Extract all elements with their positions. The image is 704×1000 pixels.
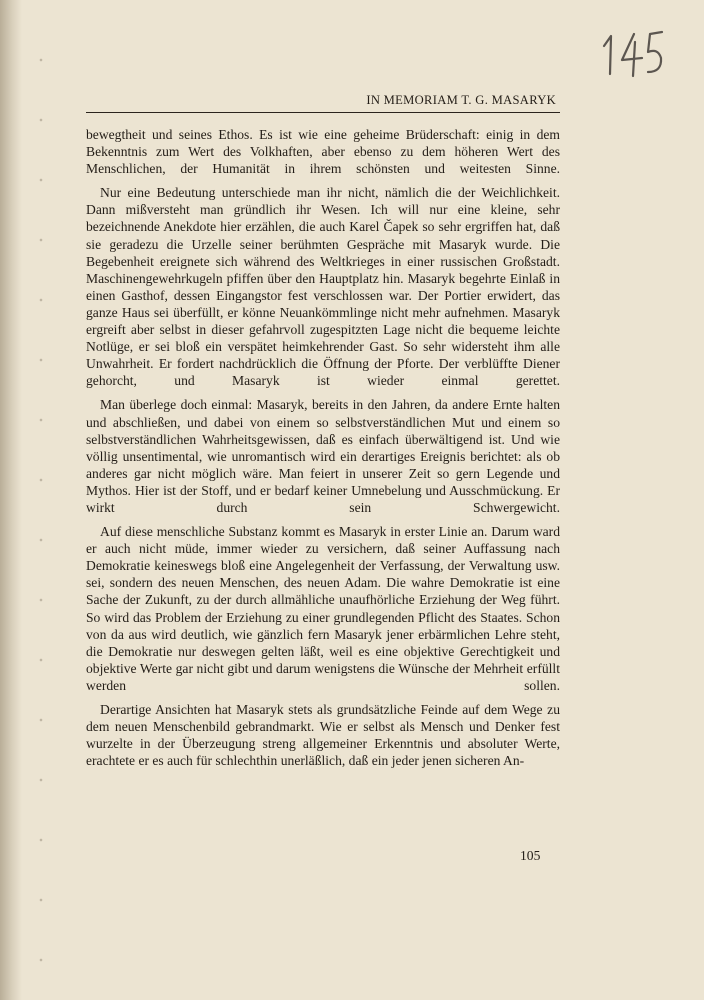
handwritten-page-number — [598, 22, 668, 82]
header-rule — [86, 112, 560, 113]
paragraph-3: Man überlege doch einmal: Masaryk, bereits in den Jahren, da andere Ernte halten und abschließen, und dabei von einem so selbstverständlichen Mut und einem so selbstverständlichen Wahrheitsgewissen, daß es einfach überwältigend ist. Und wie völlig unsentimental, wie unromantisch wird ein derartiges Ereignis berichtet: als ob anderes gar nicht möglich wäre. Man feiert in unserer Zeit so gern Legende und Mythos. Hier ist der Stoff, und er bedarf keiner Umnebelung und Ausschmückung. Er wirkt durch sein Schwergewicht. — [86, 397, 560, 515]
paragraph-2: Nur eine Bedeutung unterschiede man ihr nicht, nämlich die der Weichlichkeit. Dann mißversteht man gründlich ihr Wesen. Ich will nur eine kleine, sehr bezeichnende Anekdote hier erzählen, die auch Karel Čapek so sehr ergriffen hat, daß sie geradezu die Urzelle seiner berühmten Gespräche mit Masaryk wurde. Die Begebenheit ereignete sich während des Weltkrieges in einer russischen Großstadt. Maschinengewehrkugeln pfiffen über den Hauptplatz hin. Masaryk begehrte Einlaß in einen Gasthof, dessen Eingangstor fest verschlossen war. Der Portier erwidert, das ganze Haus sei überfüllt, er könne Neuankömmlinge nicht mehr aufnehmen. Masaryk ergreift aber selbst in dieser gefahrvoll zugespitzten Lage nicht die bequeme leichte Notlüge, er sei bloß ein verspätet heimkehrender Gast. So sehr widersteht ihm alle Unwahrheit. Er fordert nachdrücklich die Öffnung der Pforte. Der verblüffte Diener gehorcht, und Masaryk ist wieder einmal gerettet. — [86, 185, 560, 389]
paragraph-4: Auf diese menschliche Substanz kommt es Masaryk in erster Linie an. Darum ward er auch nicht müde, immer wieder zu versichern, daß seiner Auffassung nach Demokratie keineswegs bloß eine Angelegenheit der Verfassung, der Verwaltung usw. sei, sondern des neuen Menschen, des neuen Adam. Die wahre Demokratie ist eine Sache der Zukunft, zu der durch allmähliche unaufhörliche Erziehung der Weg führt. So wird das Problem der Erziehung zu einer grundlegenden Pflicht des Staates. Schon von da aus wird deutlich, wie gänzlich fern Masaryk jener erbärmlichen Lehre steht, die Demokratie nur deswegen gelten läßt, weil es eine objektive Gerechtigkeit und objektive Werte gar nicht gibt und darum wenigstens die Wünsche der Mehrheit erfüllt werden sollen. — [86, 524, 560, 693]
running-header: IN MEMORIAM T. G. MASARYK — [366, 93, 556, 107]
paragraph-5: Derartige Ansichten hat Masaryk stets als grundsätzliche Feinde auf dem Wege zu dem neuen Menschenbild gebrandmarkt. Wie er selbst als Mensch und Denker fest wurzelte in der Überzeugung streng allgemeiner Erkenntnis und absoluter Werte, erachtete er es auch für schlechthin unerläßlich, daß ein jeder jenen sicheren An- — [86, 702, 560, 769]
page-gutter-shadow — [0, 0, 22, 1000]
paragraph-1: bewegtheit und seines Ethos. Es ist wie eine geheime Brüderschaft: einig in dem Bekenntnis zum Wert des Volkhaften, aber ebenso zu dem höheren Wert des Menschlichen, der Humanität in ihrem schönsten und weitesten Sinne. — [86, 127, 560, 177]
page-number: 105 — [520, 848, 541, 863]
body-text — [86, 126, 560, 776]
binding-stitch-marks — [36, 30, 46, 990]
